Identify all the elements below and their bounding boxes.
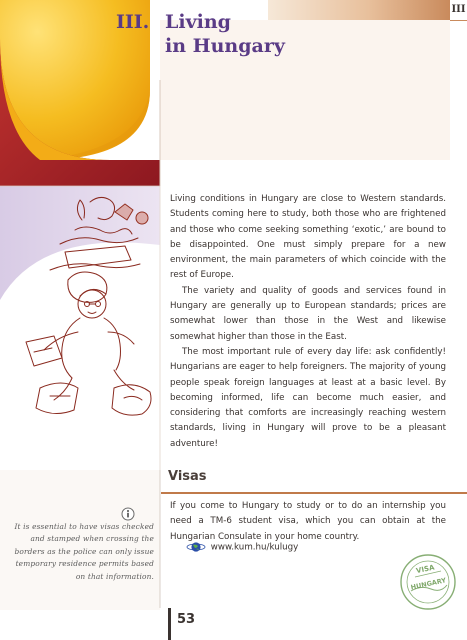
visas-paragraph: If you come to Hungary to study or to do an internship you need a TM-6 student visa, which you can obtain at the Hungarian Consulate in your home country. <box>170 501 446 542</box>
visa-stamp <box>397 551 459 613</box>
globe-icon <box>186 541 206 553</box>
intro-paragraph-3: The most important rule of every day life: ask confidently! Hungarians are eager to help foreigners. The majority of young people speak foreign languages at least at a basic level. By becoming informed, life can become much easier, and considering that comforts are increasingly reaching western standards, living in Hungary will prove to be a pleasant adventure! <box>170 346 446 449</box>
chapter-title-line-2: in Hungary <box>165 35 285 57</box>
stamp-top-text: VISA <box>415 563 436 576</box>
student-with-luggage-illustration <box>20 192 160 422</box>
chapter-number: III. <box>116 11 150 33</box>
visas-text-block <box>170 499 446 545</box>
chapter-tab-underline <box>450 20 467 21</box>
visas-link[interactable]: www.kum.hu/kulugy <box>210 542 299 553</box>
chapter-tab-label: III <box>451 4 466 15</box>
info-icon <box>121 507 135 521</box>
page-number: 53 <box>177 612 196 627</box>
visas-heading-rule <box>161 492 467 494</box>
header-band <box>268 0 450 20</box>
chapter-title-line-1: Living <box>165 11 231 33</box>
intro-paragraph-2: The variety and quality of goods and services found in Hungary are generally up to European standards; prices are somewhat lower than those in the West and likewise somewhat higher than those in the East. <box>170 285 446 342</box>
side-note: It is essential to have visas checked and stamped when crossing the borders as the police can only issue temporary residence permits based on that information. <box>14 522 154 581</box>
intro-text-block <box>170 192 446 452</box>
stamp-bottom-text: HUNGARY <box>410 576 447 592</box>
visas-heading: Visas <box>168 469 207 484</box>
visas-link-row[interactable] <box>186 541 298 553</box>
chapter-tab <box>450 0 467 20</box>
page-number-bar <box>168 608 171 640</box>
intro-paragraph-1: Living conditions in Hungary are close to Western standards. Students coming here to study, both those who are frightened and those who come seeking something ‘exotic,’ are bound to be disappointed. One must simply prepare for a new environment, the main parameters of which coincide with the rest of Europe. <box>170 194 446 281</box>
